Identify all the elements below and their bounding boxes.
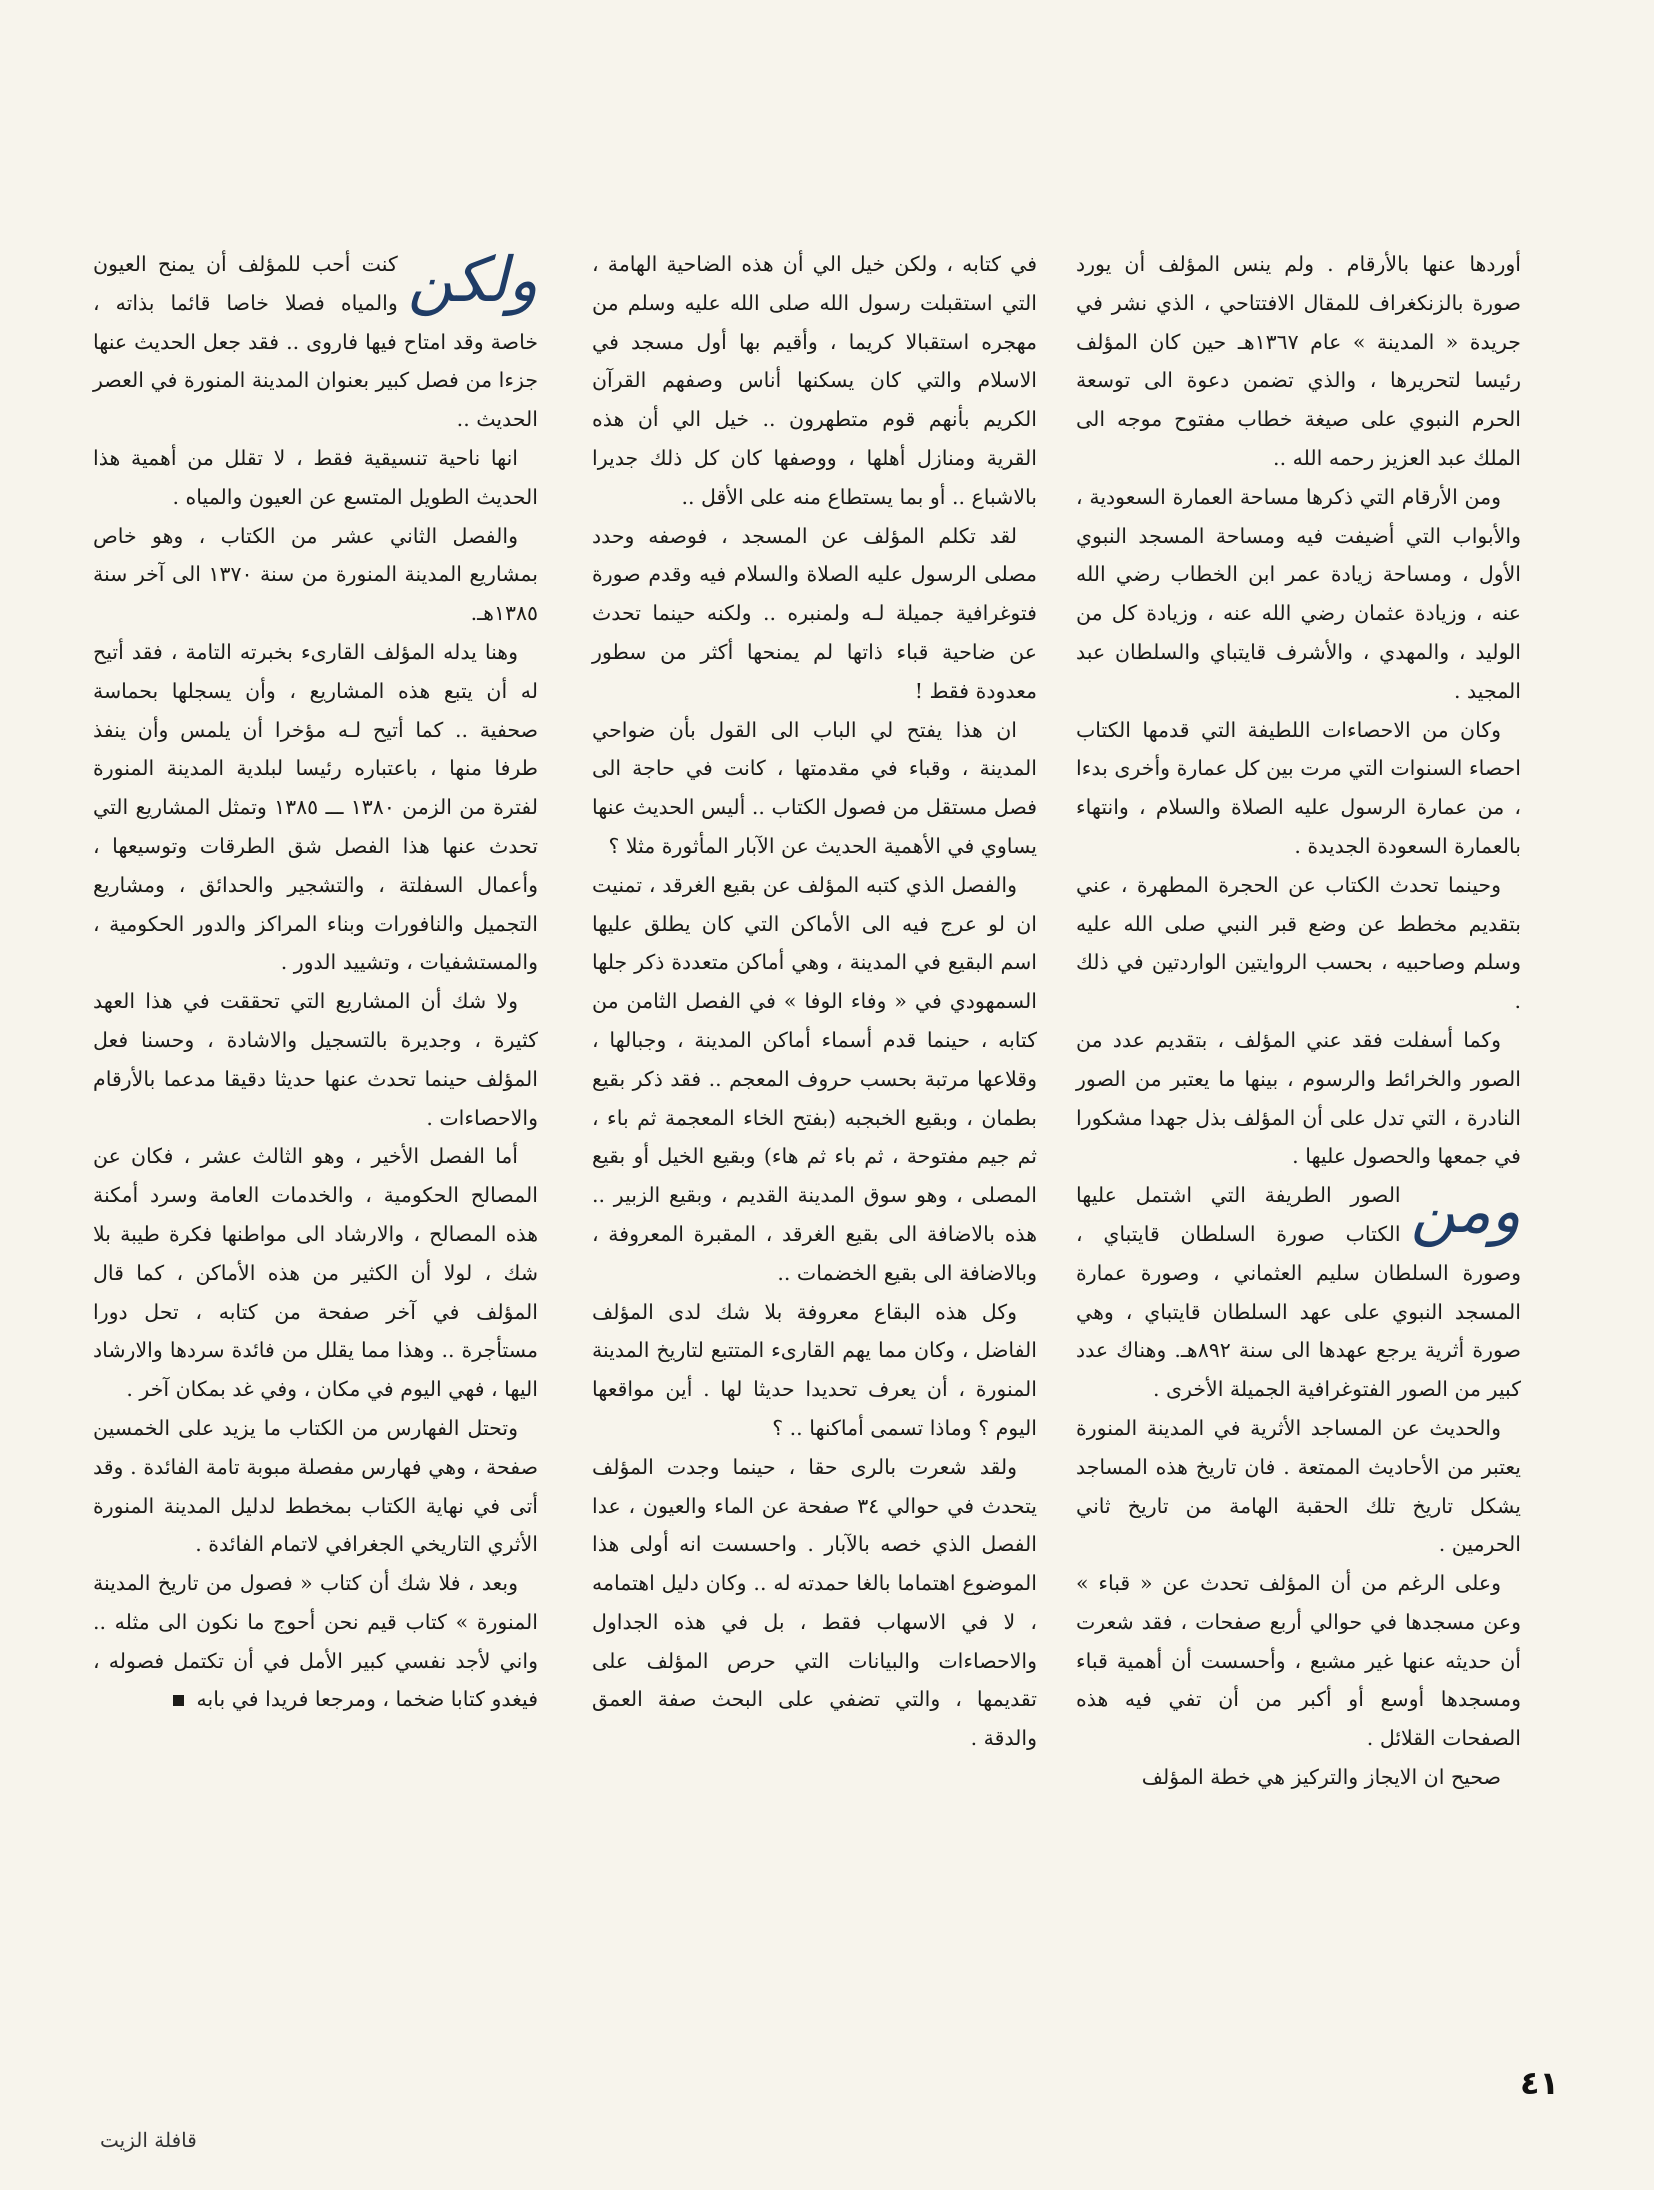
paragraph: لقد تكلم المؤلف عن المسجد ، فوصفه وحدد مصلى الرسول عليه الصلاة والسلام فيه وقدم صورة فتوغرافية جميلة لـه ولمنبره .. ولكنه حينما تحدث عن ضاحية قباء ذاتها لم يمنحها أكثر من سطور معدودة فقط !	[592, 523, 1037, 703]
dropcap-paragraph	[1076, 1176, 1521, 1409]
paragraph: انها ناحية تنسيقية فقط ، لا تقلل من أهمية هذا الحديث الطويل المتسع عن العيون والمياه .	[93, 445, 538, 509]
article-column-left	[93, 245, 538, 1719]
dropcap-word: ومن	[1410, 1174, 1521, 1248]
paragraph: والفصل الثاني عشر من الكتاب ، وهو خاص بمشاريع المدينة المنورة من سنة ١٣٧٠ الى آخر سنة ١٣٨٥هـ.	[93, 523, 538, 626]
paragraph: والحديث عن المساجد الأثرية في المدينة المنورة يعتبر من الأحاديث الممتعة . فان تاريخ هذه المساجد يشكل تاريخ تلك الحقبة الهامة من تاريخ ثاني الحرمين .	[1076, 1415, 1521, 1557]
paragraph: في كتابه ، ولكن خيل الي أن هذه الضاحية الهامة ، التي استقبلت رسول الله صلى الله عليه وسلم من مهجره استقبالا كريما ، وأقيم بها أول مسجد في الاسلام والتي كان يسكنها أناس وصفهم القرآن الكريم بأنهم قوم متطهرون .. خيل الي أن هذه القرية ومنازل أهلها ، ووصفها كان كل ذلك جديرا بالاشباع .. أو بما يستطاع منه على الأقل ..	[592, 252, 1037, 509]
paragraph: وحينما تحدث الكتاب عن الحجرة المطهرة ، عني بتقديم مخطط عن وضع قبر النبي صلى الله عليه وسلم وصاحبيه ، بحسب الروايتين الواردتين في ذلك .	[1076, 872, 1521, 1014]
magazine-name: قافلة الزيت	[100, 2128, 197, 2152]
page-number: ٤١	[1519, 2064, 1559, 2102]
article-column-middle	[592, 245, 1037, 1758]
end-mark-icon	[173, 1695, 184, 1706]
paragraph: والفصل الذي كتبه المؤلف عن بقيع الغرقد ، تمنيت ان لو عرج فيه الى الأماكن التي كان يطلق عليها اسم البقيع في المدينة ، وهي أماكن متعددة ذكر جلها السمهودي في « وفاء الوفا » في الفصل الثامن من كتابه ، حينما قدم أسماء أماكن المدينة ، وجبالها ، وقلاعها مرتبة بحسب حروف المعجم .. فقد ذكر بقيع بطمان ، وبقيع الخبجبه (بفتح الخاء المعجمة ثم باء ، ثم جيم مفتوحة ، ثم باء ثم هاء) وبقيع الخيل أو بقيع المصلى ، وهو سوق المدينة القديم ، وبقيع الزبير .. هذه بالاضافة الى بقيع الغرقد ، المقبرة المعروفة ، وبالاضافة الى بقيع الخضمات ..	[592, 872, 1037, 1285]
paragraph: ولقد شعرت بالرى حقا ، حينما وجدت المؤلف يتحدث في حوالي ٣٤ صفحة عن الماء والعيون ، عدا الفصل الذي خصه بالآبار . واحسست انه أولى هذا الموضوع اهتماما بالغا حمدته له .. وكان دليل اهتمامه ، لا في الاسهاب فقط ، بل في هذه الجداول والاحصاءات والبيانات التي حرص المؤلف على تقديمها ، والتي تضفي على البحث صفة العمق والدقة .	[592, 1454, 1037, 1751]
dropcap-paragraph-text: الصور الطريفة التي اشتمل عليها الكتاب صورة السلطان قايتباي ، وصورة السلطان سليم العثماني ، وصورة عمارة المسجد النبوي على عهد السلطان قايتباي ، وهي صورة أثرية يرجع عهدها الى سنة ٨٩٢هـ. وهناك عدد كبير من الصور الفتوغرافية الجميلة الأخرى .	[1076, 1183, 1522, 1402]
paragraph: وكل هذه البقاع معروفة بلا شك لدى المؤلف الفاضل ، وكان مما يهم القارىء المتتبع لتاريخ المدينة المنورة ، أن يعرف تحديدا حديثا لها . أين مواقعها اليوم ؟ وماذا تسمى أماكنها .. ؟	[592, 1299, 1037, 1440]
paragraph: صحيح ان الايجاز والتركيز هي خطة المؤلف	[1141, 1765, 1501, 1790]
paragraph: ان هذا يفتح لي الباب الى القول بأن ضواحي المدينة ، وقباء في مقدمتها ، كانت في حاجة الى فصل مستقل من فصول الكتاب .. أليس الحديث عنها يساوي في الأهمية الحديث عن الآبار المأثورة مثلا ؟	[592, 717, 1037, 858]
final-paragraph-text: وبعد ، فلا شك أن كتاب « فصول من تاريخ المدينة المنورة » كتاب قيم نحن أحوج ما نكون الى مثله .. واني لأجد نفسي كبير الأمل في أن تكتمل فصوله ، فيغدو كتابا ضخما ، ومرجعا فريدا في بابه	[93, 1571, 538, 1712]
dropcap-paragraph-text: كنت أحب للمؤلف أن يمنح العيون والمياه فصلا خاصا قائما بذاته ، خاصة وقد امتاح فيها فاروى .. فقد جعل الحديث عنها جزءا من فصل كبير بعنوان المدينة المنورة في العصر الحديث ..	[93, 252, 538, 432]
paragraph: أوردها عنها بالأرقام . ولم ينس المؤلف أن يورد صورة بالزنكغراف للمقال الافتتاحي ، الذي نشر في جريدة « المدينة » عام ١٣٦٧هـ حين كان المؤلف رئيسا لتحريرها ، والذي تضمن دعوة الى توسعة الحرم النبوي على صيغة خطاب مفتوح موجه الى الملك عبد العزيز رحمه الله ..	[1076, 252, 1522, 470]
paragraph: وكما أسفلت فقد عني المؤلف ، بتقديم عدد من الصور والخرائط والرسوم ، بينها ما يعتبر من الصور النادرة ، التي تدل على أن المؤلف بذل جهدا مشكورا في جمعها والحصول عليها .	[1076, 1027, 1521, 1169]
paragraph: ومن الأرقام التي ذكرها مساحة العمارة السعودية ، والأبواب التي أضيفت فيه ومساحة المسجد النبوي الأول ، ومساحة زيادة عمر ابن الخطاب رضي الله عنه ، وزيادة عثمان رضي الله عنه ، وزيادة كل من الوليد ، والمهدي ، والأشرف قايتباي والسلطان عبد المجيد .	[1076, 484, 1522, 703]
paragraph: وتحتل الفهارس من الكتاب ما يزيد على الخمسين صفحة ، وهي فهارس مفصلة مبوبة تامة الفائدة . وقد أتى في نهاية الكتاب بمخطط لدليل المدينة المنورة الأثري التاريخي الجغرافي لاتمام الفائدة .	[93, 1415, 538, 1557]
final-paragraph	[93, 1564, 538, 1719]
paragraph: ولا شك أن المشاريع التي تحققت في هذا العهد كثيرة ، وجديرة بالتسجيل والاشادة ، وحسنا فعل المؤلف حينما تحدث عنها حديثا دقيقا مدعما بالأرقام والاحصاءات .	[93, 989, 538, 1130]
paragraph: وهنا يدله المؤلف القارىء بخبرته التامة ، فقد أتيح له أن يتبع هذه المشاريع ، وأن يسجلها بحماسة صحفية .. كما أتيح لـه مؤخرا أن يلمس وأن ينفذ طرفا منها ، باعتباره رئيسا لبلدية المدينة المنورة لفترة من الزمن ١٣٨٠ ـــ ١٣٨٥ وتمثل المشاريع التي تحدث عنها هذا الفصل شق الطرقات وتوسيعها ، وأعمال السفلتة ، والتشجير والحدائق ، ومشاريع التجميل والنافورات وبناء المراكز والدور الحكومية ، والمستشفيات ، وتشييد الدور .	[93, 639, 538, 975]
dropcap-word: ولكن	[407, 243, 538, 316]
paragraph: وكان من الاحصاءات اللطيفة التي قدمها الكتاب احصاء السنوات التي مرت بين كل عمارة وأخرى بدءا ، من عمارة الرسول عليه الصلاة والسلام ، وانتهاء بالعمارة السعودة الجديدة .	[1076, 717, 1521, 858]
dropcap-paragraph	[93, 245, 538, 439]
article-column-right	[1076, 245, 1521, 1797]
paragraph: أما الفصل الأخير ، وهو الثالث عشر ، فكان عن المصالح الحكومية ، والخدمات العامة وسرد أمكنة هذه المصالح ، والارشاد الى مواطنها فكرة طيبة بلا شك ، لولا أن الكثير من هذه الأماكن ، كما قال المؤلف في آخر صفحة من كتابه ، تحل دورا مستأجرة .. وهذا مما يقلل من فائدة سردها والارشاد اليها ، فهي اليوم في مكان ، وفي غد بمكان آخر .	[93, 1144, 538, 1402]
paragraph: وعلى الرغم من أن المؤلف تحدث عن « قباء » وعن مسجدها في حوالي أربع صفحات ، فقد شعرت أن حديثه عنها غير مشبع ، وأحسست أن أهمية قباء ومسجدها أوسع أو أكبر من أن تفي فيه هذه الصفحات القلائل .	[1076, 1571, 1521, 1751]
